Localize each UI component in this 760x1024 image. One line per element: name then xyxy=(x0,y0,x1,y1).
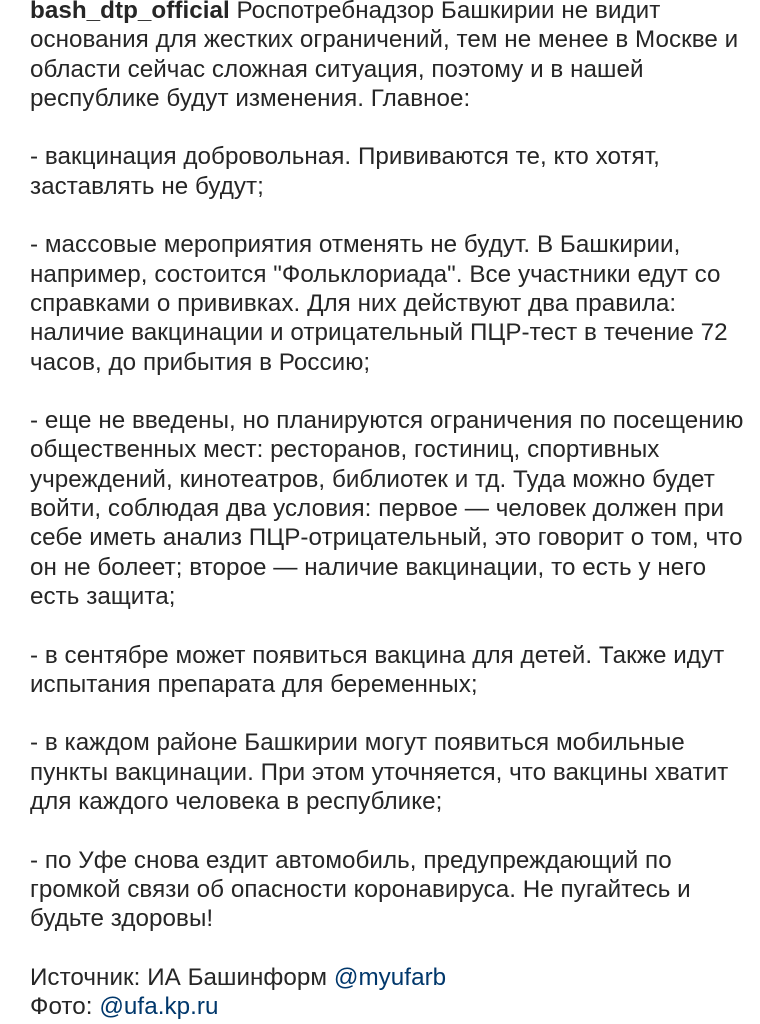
source-line xyxy=(30,963,752,992)
post-username-link[interactable]: bash_dtp_official xyxy=(30,0,230,24)
caption-point-warning-car: - по Уфе снова ездит автомобиль, предупреждающий по громкой связи об опасности коронавируса. Не пугайтесь и будьте здоровы! xyxy=(30,846,691,933)
caption-intro-text: Роспотребнадзор Башкирии не видит основания для жестких ограничений, тем не менее в Москве и области сейчас сложная ситуация, поэтому и в нашей республике будут изменения. Главное: xyxy=(30,0,739,112)
photo-label: Фото: xyxy=(30,993,93,1021)
photo-line xyxy=(30,992,752,1021)
source-mention-link[interactable]: @myufarb xyxy=(333,963,447,991)
caption-credits xyxy=(30,963,752,1022)
photo-mention-link[interactable]: @ufa.kp.ru xyxy=(99,993,219,1021)
post-caption xyxy=(30,0,752,1021)
caption-point-public-places: - еще не введены, но планируются ограничения по посещению общественных мест: ресторанов, гостиниц, спортивных учреждений, кинотеатров, библиотек и тд. Туда можно будет войти, соблюдая два условия: первое — человек должен при себе иметь анализ ПЦР-отрицательный, это говорит о том, что он не болеет; второе — наличие вакцинации, то есть у него есть защита; xyxy=(30,407,744,610)
caption-point-vaccination: - вакцинация добровольная. Прививаются те, кто хотят, заставлять не будут; xyxy=(30,143,660,200)
caption-intro-paragraph xyxy=(30,0,752,113)
caption-point-mobile-units: - в каждом районе Башкирии могут появиться мобильные пункты вакцинации. При этом уточняется, что вакцины хватит для каждого человека в республике; xyxy=(30,729,729,816)
caption-point-children-vaccine: - в сентябре может появиться вакцина для детей. Также идут испытания препарата для беременных; xyxy=(30,641,725,698)
caption-point-mass-events: - массовые мероприятия отменять не будут. В Башкирии, например, состоится "Фольклориада". Все участники едут со справками о прививках. Для них действуют два правила: наличие вакцинации и отрицательный ПЦР-тест в течение 72 часов, до прибытия в Россию; xyxy=(30,231,728,376)
source-label: Источник: ИА Башинформ xyxy=(30,963,328,991)
